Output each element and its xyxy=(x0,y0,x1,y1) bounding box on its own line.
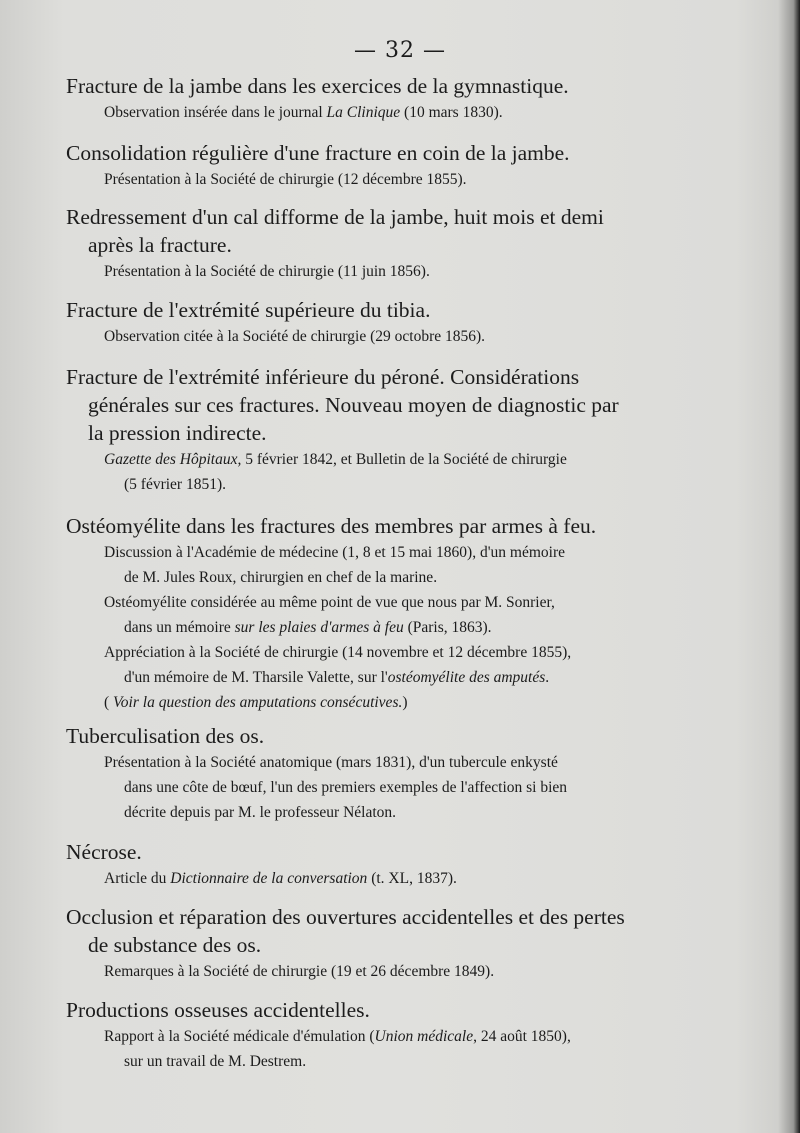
entry-note: Observation citée à la Société de chirurgie (29 octobre 1856). xyxy=(104,328,486,345)
entry-title: Fracture de l'extrémité supérieure du tibia. xyxy=(66,298,431,322)
entry-note: Rapport à la Société médicale d'émulation (Union médicale, 24 août 1850), sur un travail de M. Destrem. xyxy=(104,1028,571,1070)
entry-note: Article du Dictionnaire de la conversation (t. XL, 1837). xyxy=(104,870,457,887)
entry-note: Ostéomyélite considérée au même point de vue que nous par M. Sonrier, dans un mémoire sur les plaies d'armes à feu (Paris, 1863). xyxy=(104,594,555,636)
entry-bony-productions xyxy=(0,996,800,1074)
entry-note: ( Voir la question des amputations consécutives.) xyxy=(104,694,408,711)
entry-note: Présentation à la Société de chirurgie (11 juin 1856). xyxy=(104,263,430,280)
entry-note: Appréciation à la Société de chirurgie (14 novembre et 12 décembre 1855), d'un mémoire de M. Tharsile Valette, sur l'ostéomyélite des amputés. xyxy=(104,644,572,686)
entry-tibia-fracture xyxy=(0,296,800,349)
entry-title: Redressement d'un cal difforme de la jambe, huit mois et demi après la fracture. xyxy=(66,205,604,257)
entry-note: Gazette des Hôpitaux, 5 février 1842, et Bulletin de la Société de chirurgie (5 février 1851). xyxy=(104,451,567,493)
entry-note: Présentation à la Société de chirurgie (12 décembre 1855). xyxy=(104,171,467,188)
entry-title: Ostéomyélite dans les fractures des membres par armes à feu. xyxy=(66,514,597,538)
entry-title: Fracture de l'extrémité inférieure du péroné. Considérations générales sur ces fractures. Nouveau moyen de diagnostic par la pression indirecte. xyxy=(66,365,619,445)
entry-fibula-fracture xyxy=(0,363,800,497)
entry-title: Consolidation régulière d'une fracture en coin de la jambe. xyxy=(66,141,570,165)
entry-gymnastics-fracture xyxy=(0,72,800,125)
entry-title: Productions osseuses accidentelles. xyxy=(66,998,370,1022)
entry-title: Nécrose. xyxy=(66,840,142,864)
entry-title: Occlusion et réparation des ouvertures accidentelles et des pertes de substance des os. xyxy=(66,905,625,957)
entry-osteomyelitis xyxy=(0,512,800,715)
entry-note: Présentation à la Société anatomique (mars 1831), d'un tubercule enkysté dans une côte de bœuf, l'un des premiers exemples de l'affection si bien décrite depuis par M. le professeur Nélaton. xyxy=(104,754,568,821)
entry-bone-tuberculosis xyxy=(0,722,800,825)
entry-necrosis xyxy=(0,838,800,891)
entry-callus-correction xyxy=(0,203,800,284)
entry-note: Remarques à la Société de chirurgie (19 et 26 décembre 1849). xyxy=(104,963,495,980)
entry-note: Observation insérée dans le journal La Clinique (10 mars 1830). xyxy=(104,104,503,121)
entry-note: Discussion à l'Académie de médecine (1, 8 et 15 mai 1860), d'un mémoire de M. Jules Roux, chirurgien en chef de la marine. xyxy=(104,544,565,586)
entry-title: Fracture de la jambe dans les exercices de la gymnastique. xyxy=(66,74,569,98)
entry-bone-occlusion xyxy=(0,903,800,984)
entry-title: Tuberculisation des os. xyxy=(66,724,265,748)
entry-wedge-fracture xyxy=(0,139,800,192)
page-number: — 32 — xyxy=(354,38,446,63)
